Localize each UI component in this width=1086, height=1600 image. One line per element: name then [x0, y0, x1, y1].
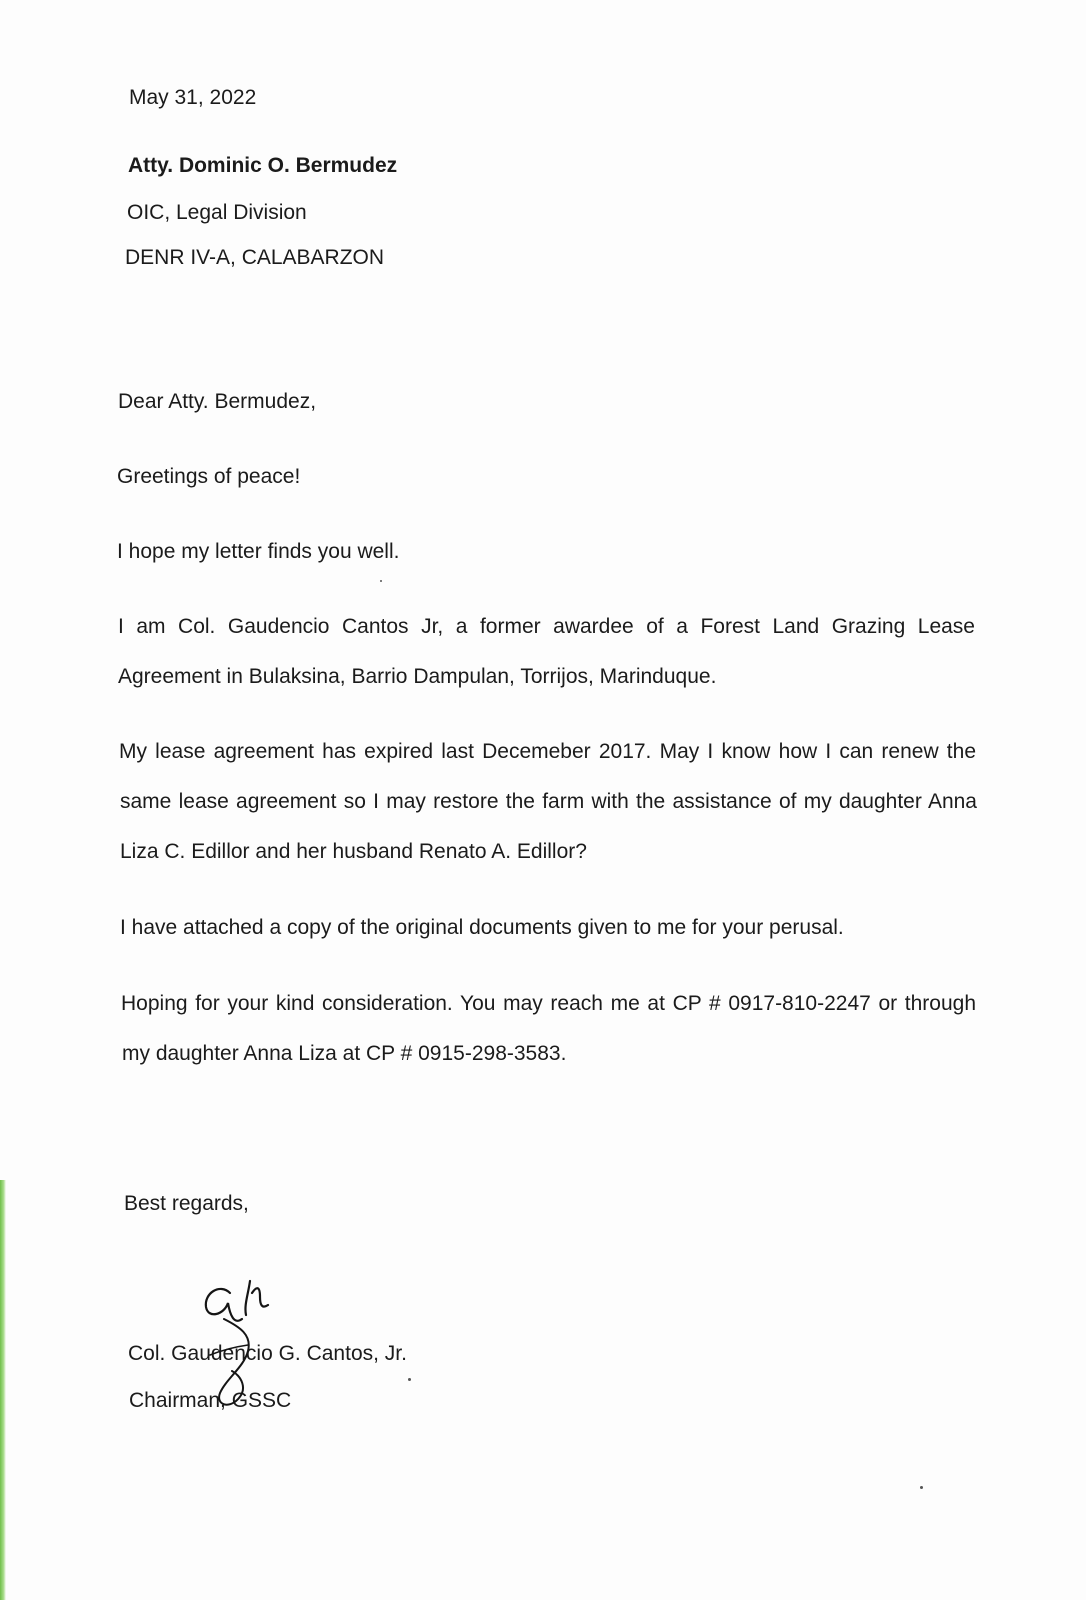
paragraph-3-line-3: Liza C. Edillor and her husband Renato A. Edillor? — [120, 840, 587, 863]
handwritten-signature — [190, 1275, 300, 1415]
signatory-title: Chairman, GSSC — [129, 1389, 292, 1412]
signatory-name: Col. Gaudencio G. Cantos, Jr. — [128, 1342, 407, 1365]
speck — [920, 1486, 923, 1489]
scan-edge — [0, 1180, 6, 1600]
paragraph-5-line-1: Hoping for your kind consideration. You may reach me at CP # 0917-810-2247 or through — [121, 992, 976, 1015]
paragraph-4: I have attached a copy of the original documents given to me for your perusal. — [120, 916, 844, 939]
paragraph-3-line-1: My lease agreement has expired last Decemeber 2017. May I know how I can renew the — [119, 740, 976, 763]
speck — [380, 580, 382, 582]
recipient-name: Atty. Dominic O. Bermudez — [128, 154, 398, 177]
paragraph-3-line-2: same lease agreement so I may restore the farm with the assistance of my daughter Anna — [120, 790, 977, 813]
paragraph-1: I hope my letter finds you well. — [117, 540, 400, 563]
recipient-position: OIC, Legal Division — [127, 201, 307, 224]
closing: Best regards, — [124, 1192, 249, 1215]
paragraph-2-line-2: Agreement in Bulaksina, Barrio Dampulan, Torrijos, Marinduque. — [118, 665, 717, 688]
recipient-office: DENR IV-A, CALABARZON — [125, 246, 385, 269]
speck — [408, 1378, 411, 1381]
letter-date: May 31, 2022 — [129, 86, 257, 109]
salutation: Dear Atty. Bermudez, — [118, 390, 317, 413]
paragraph-5-line-2: my daughter Anna Liza at CP # 0915-298-3583. — [122, 1042, 567, 1065]
paragraph-2-line-1: I am Col. Gaudencio Cantos Jr, a former awardee of a Forest Land Grazing Lease — [118, 615, 975, 638]
greeting: Greetings of peace! — [117, 465, 301, 488]
